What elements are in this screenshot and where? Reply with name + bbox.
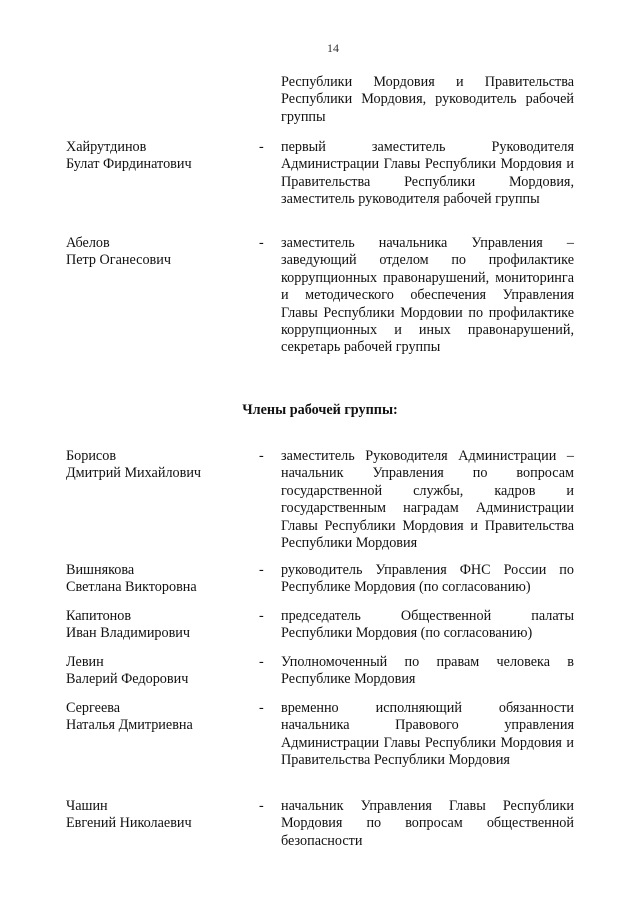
person-given-names: Дмитрий Михайлович xyxy=(66,465,202,482)
dash-separator: - xyxy=(259,448,264,464)
person-role: начальник Управления Главы Республики Мордовия по вопросам общественной безопасности xyxy=(281,798,574,849)
person-surname: Чашин xyxy=(66,798,108,814)
person-given-names: Валерий Федорович xyxy=(66,671,189,688)
person-role: заместитель Руководителя Администрации – начальник Управления по вопросам государственной службы, кадров и государственным наградам Администрации Главы Республики Мордовия и Правительства Республики Мордовия xyxy=(281,448,574,552)
person-role: Уполномоченный по правам человека в Республике Мордовия xyxy=(281,654,574,688)
dash-separator: - xyxy=(259,562,264,578)
dash-separator: - xyxy=(259,235,264,251)
person-role: временно исполняющий обязанности начальника Правового управления Администрации Главы Республики Мордовия и Правительства Республики Мордовия xyxy=(281,700,574,769)
person-given-names: Булат Фирдинатович xyxy=(66,156,192,173)
person-surname: Капитонов xyxy=(66,608,132,624)
dash-separator: - xyxy=(259,139,264,155)
dash-separator: - xyxy=(259,654,264,670)
person-surname: Левин xyxy=(66,654,104,670)
page-number: 14 xyxy=(327,41,339,55)
section-heading: Члены рабочей группы: xyxy=(242,402,398,418)
person-name xyxy=(66,562,256,597)
person-surname: Абелов xyxy=(66,235,110,251)
dash-separator: - xyxy=(259,798,264,814)
continued-role-text: Республики Мордовия и Правительства Республики Мордовия, руководитель рабочей группы xyxy=(281,74,574,125)
dash-separator: - xyxy=(259,608,264,624)
person-role: председатель Общественной палаты Республики Мордовия (по согласованию) xyxy=(281,608,574,642)
person-name xyxy=(66,654,256,689)
person-surname: Хайрутдинов xyxy=(66,139,147,155)
dash-separator: - xyxy=(259,700,264,716)
person-given-names: Иван Владимирович xyxy=(66,625,191,642)
person-name xyxy=(66,798,256,833)
person-name xyxy=(66,700,256,735)
person-given-names: Евгений Николаевич xyxy=(66,815,192,832)
person-name xyxy=(66,235,256,270)
person-surname: Вишнякова xyxy=(66,562,135,578)
person-name xyxy=(66,448,256,483)
person-surname: Сергеева xyxy=(66,700,121,716)
person-role: первый заместитель Руководителя Администрации Главы Республики Мордовия и Правительства Республики Мордовия, заместитель руководителя рабочей группы xyxy=(281,139,574,208)
person-given-names: Петр Оганесович xyxy=(66,252,171,269)
person-role: руководитель Управления ФНС России по Республике Мордовия (по согласованию) xyxy=(281,562,574,596)
person-given-names: Наталья Дмитриевна xyxy=(66,717,193,734)
person-name xyxy=(66,139,256,174)
person-given-names: Светлана Викторовна xyxy=(66,579,197,596)
person-name xyxy=(66,608,256,643)
person-surname: Борисов xyxy=(66,448,117,464)
person-role: заместитель начальника Управления – заведующий отделом по профилактике коррупционных правонарушений, мониторинга и методического обеспечения Управления Главы Республики Мордовии по профилактике коррупционных и иных правонарушений, секретарь рабочей группы xyxy=(281,235,574,356)
